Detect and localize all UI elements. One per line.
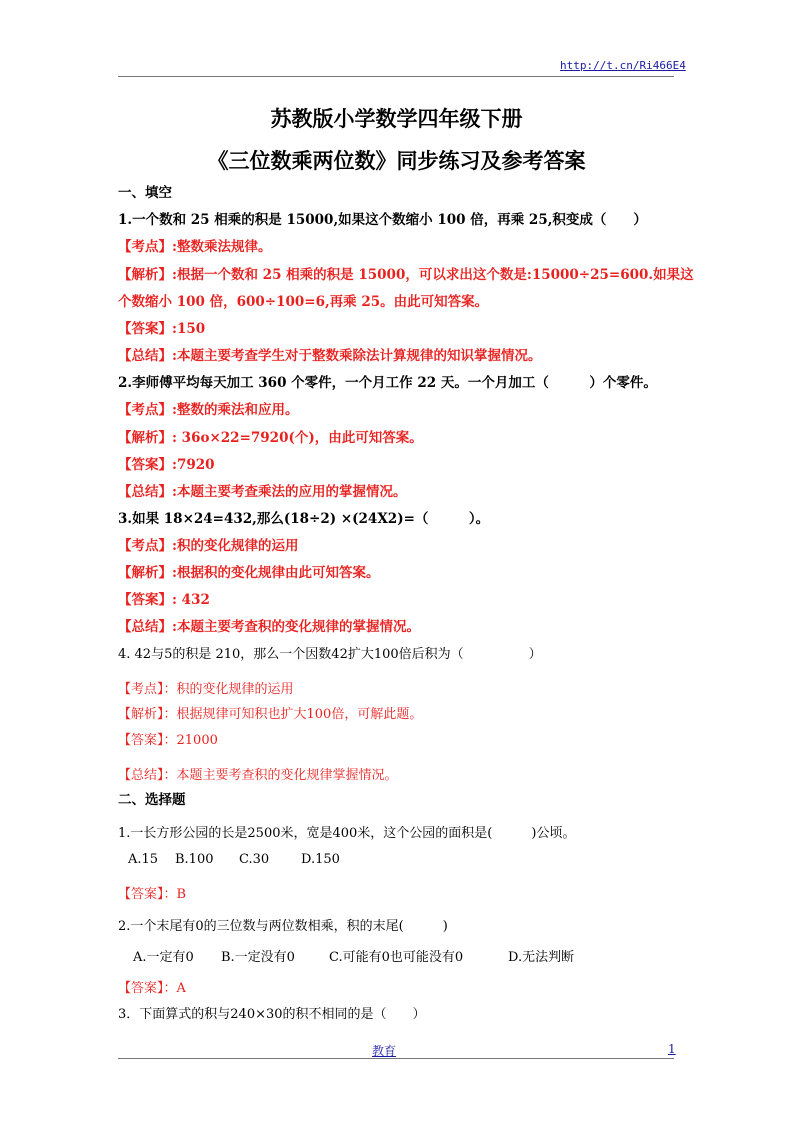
choice-q1-option-b: B.100 [175, 852, 214, 867]
q1-answer: 【答案】:150 [118, 321, 206, 337]
question-3: 3.如果 18×24=432,那么(18÷2) ×(24X2)=（ ）。 [118, 511, 490, 527]
choice-q2-option-d: D.无法判断 [508, 950, 575, 965]
question-2: 2.李师傅平均每天加工 360 个零件，一个月工作 22 天。一个月加工（ ）个零件。 [118, 375, 657, 391]
page-number: 1 [668, 1042, 676, 1056]
choice-q1-option-a: A.15 [128, 852, 159, 867]
q2-jiexi: 【解析】: 36o×22=7920(个)，由此可知答案。 [118, 430, 423, 446]
footer-link[interactable]: 教育 [372, 1044, 397, 1058]
q2-kaodian: 【考点】:整数的乘法和应用。 [118, 402, 299, 418]
choice-q2-answer: 【答案】：A [118, 981, 186, 996]
q3-answer: 【答案】: 432 [118, 592, 210, 608]
question-1: 1.一个数和 25 相乘的积是 15000,如果这个数缩小 100 倍，再乘 25,积变成（ ） [118, 212, 647, 228]
page-title-line1: 苏教版小学数学四年级下册 [270, 106, 523, 131]
q4-answer: 【答案】：21000 [118, 733, 218, 748]
q1-jiexi-line2: 个数缩小 100 倍，600÷100=6,再乘 25。由此可知答案。 [118, 294, 489, 310]
q3-kaodian: 【考点】:积的变化规律的运用 [118, 538, 299, 554]
page-title-line2: 《三位数乘两位数》同步练习及参考答案 [207, 148, 586, 173]
q4-summary: 【总结】：本题主要考查积的变化规律掌握情况。 [118, 768, 398, 783]
header-link[interactable]: http://t.cn/Ri466E4 [560, 59, 686, 72]
q1-summary: 【总结】:本题主要考查学生对于整数乘除法计算规律的知识掌握情况。 [118, 348, 542, 364]
q3-jiexi: 【解析】:根据积的变化规律由此可知答案。 [118, 565, 380, 581]
q4-jiexi: 【解析】：根据规律可知积也扩大100倍，可解此题。 [118, 707, 423, 722]
footer-rule [118, 1058, 674, 1059]
question-4: 4. 42与5的积是 210，那么一个因数42扩大100倍后积为（ ） [118, 647, 542, 662]
choice-question-1: 1.一长方形公园的长是2500米，宽是400米，这个公园的面积是( )公顷。 [118, 826, 576, 841]
choice-q2-option-c: C.可能有0也可能没有0 [329, 950, 464, 965]
section-heading-choice: 二、选择题 [118, 792, 186, 808]
choice-question-3: 3．下面算式的积与240×30的积不相同的是（ ） [118, 1007, 426, 1022]
q4-kaodian: 【考点】：积的变化规律的运用 [118, 682, 294, 697]
choice-q1-option-d: D.150 [301, 852, 340, 867]
choice-q1-option-c: C.30 [239, 852, 270, 867]
q1-jiexi-line1: 【解析】:根据一个数和 25 相乘的积是 15000，可以求出这个数是:15000÷25=600.如果这 [118, 267, 694, 283]
q2-answer: 【答案】:7920 [118, 457, 215, 473]
q1-kaodian: 【考点】:整数乘法规律。 [118, 239, 272, 255]
choice-q2-option-b: B.一定没有0 [221, 950, 295, 965]
q3-summary: 【总结】:本题主要考查积的变化规律的掌握情况。 [118, 619, 420, 635]
section-heading-fill: 一、填空 [118, 185, 172, 201]
header-rule [118, 76, 674, 77]
choice-q2-option-a: A.一定有0 [133, 950, 194, 965]
q2-summary: 【总结】:本题主要考查乘法的应用的掌握情况。 [118, 484, 407, 500]
choice-q1-answer: 【答案】：B [118, 887, 187, 902]
choice-question-2: 2.一个末尾有0的三位数与两位数相乘，积的末尾( ) [118, 919, 448, 934]
